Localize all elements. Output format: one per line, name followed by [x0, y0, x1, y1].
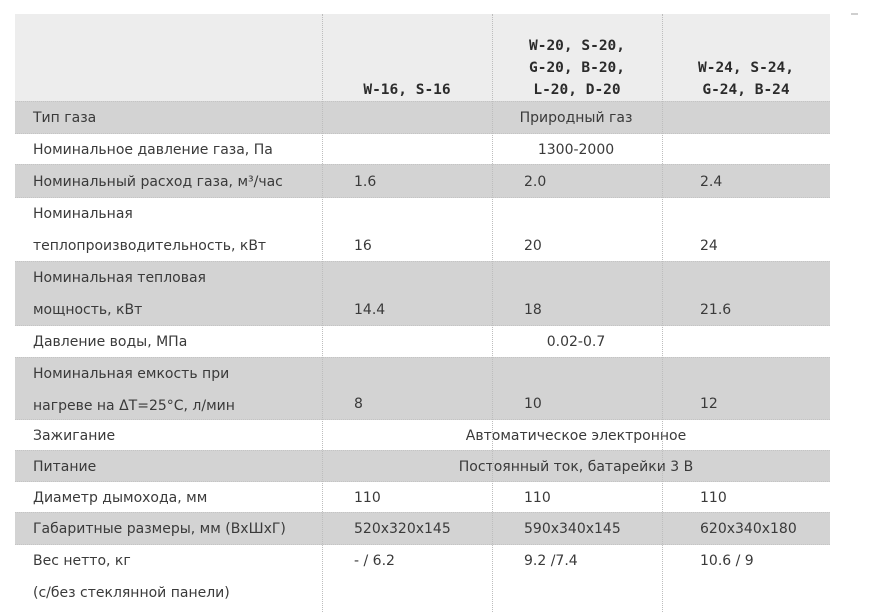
row-value-col2: 20: [524, 238, 542, 254]
table-row: [15, 544, 830, 613]
row-label: [15, 198, 322, 262]
row-value-col3: 21.6: [700, 302, 732, 318]
row-value-all: Природный газ: [519, 110, 633, 126]
row-label-line1: Номинальная тепловая: [33, 270, 206, 286]
row-value-col3: 24: [700, 238, 718, 254]
column-divider: [322, 14, 323, 612]
row-value-all: Постоянный ток, батарейки 3 В: [458, 458, 694, 475]
row-value-col2: 2.0: [524, 173, 547, 190]
table-row: [15, 164, 830, 198]
row-value-col2: 590x340x145: [524, 521, 621, 537]
row-label: Давление воды, МПа: [33, 334, 188, 350]
row-value-col1: 520x320x145: [354, 521, 451, 537]
row-label: [15, 358, 322, 420]
table-row: [15, 325, 830, 358]
column-divider: [662, 14, 663, 612]
row-label-line1: Вес нетто, кг: [33, 553, 131, 569]
decorative-mark: [851, 13, 858, 15]
row-label: Тип газа: [33, 110, 97, 126]
header-model-group-1: W-16, S-16: [363, 82, 451, 98]
row-value-col3: 10.6 / 9: [700, 553, 754, 569]
row-label: [15, 545, 322, 613]
row-value-col1: 16: [354, 238, 372, 254]
row-value-col1: - / 6.2: [354, 553, 395, 569]
row-label: Номинальное давление газа, Па: [33, 141, 273, 158]
row-value-all: Автоматическое электронное: [465, 427, 687, 444]
column-divider: [492, 14, 493, 612]
row-value-col1: 110: [354, 489, 381, 506]
row-value-col2: 18: [524, 302, 542, 318]
table-row: [15, 512, 830, 545]
row-label-line2: (с/без стеклянной панели): [33, 585, 230, 601]
spec-table: [15, 14, 830, 612]
row-label: [15, 262, 322, 326]
table-row: [15, 357, 830, 420]
header-model-group-3: W-24, S-24, G-24, B-24: [697, 60, 795, 98]
row-value-col3: 2.4: [700, 173, 723, 190]
row-label-line2: мощность, кВт: [33, 302, 143, 318]
table-row: [15, 481, 830, 513]
row-label-line1: Номинальная емкость при: [33, 366, 230, 382]
row-value-col1: 1.6: [354, 173, 377, 190]
row-label-line2: теплопроизводительность, кВт: [33, 238, 267, 254]
row-value-all: 1300-2000: [537, 141, 615, 158]
row-value-col3: 110: [700, 489, 727, 506]
row-value-all: 0.02-0.7: [546, 334, 606, 350]
row-value-col2: 110: [524, 489, 551, 506]
row-label: Диаметр дымохода, мм: [33, 489, 208, 506]
row-label: Зажигание: [33, 427, 116, 444]
table-row: [15, 133, 830, 165]
row-value-col2: 10: [524, 396, 542, 412]
row-label: Питание: [33, 458, 97, 475]
row-value-col1: 14.4: [354, 302, 386, 318]
row-label: Габаритные размеры, мм (ВхШхГ): [33, 521, 286, 537]
row-label-line1: Номинальная: [33, 206, 133, 222]
header-model-group-2: W-20, S-20, G-20, B-20, L-20, D-20: [528, 38, 626, 98]
row-label-line2: нагреве на ΔT=25°C, л/мин: [33, 398, 235, 414]
table-row: [15, 450, 830, 482]
row-value-col1: 8: [354, 396, 363, 412]
row-value-col2: 9.2 /7.4: [524, 553, 578, 569]
row-value-col3: 12: [700, 396, 718, 412]
table-row: [15, 197, 830, 262]
table-row: [15, 101, 830, 134]
table-row: [15, 261, 830, 326]
row-value-col3: 620x340x180: [700, 521, 797, 537]
row-label: Номинальный расход газа, м³/час: [33, 173, 283, 190]
table-row: [15, 419, 830, 451]
